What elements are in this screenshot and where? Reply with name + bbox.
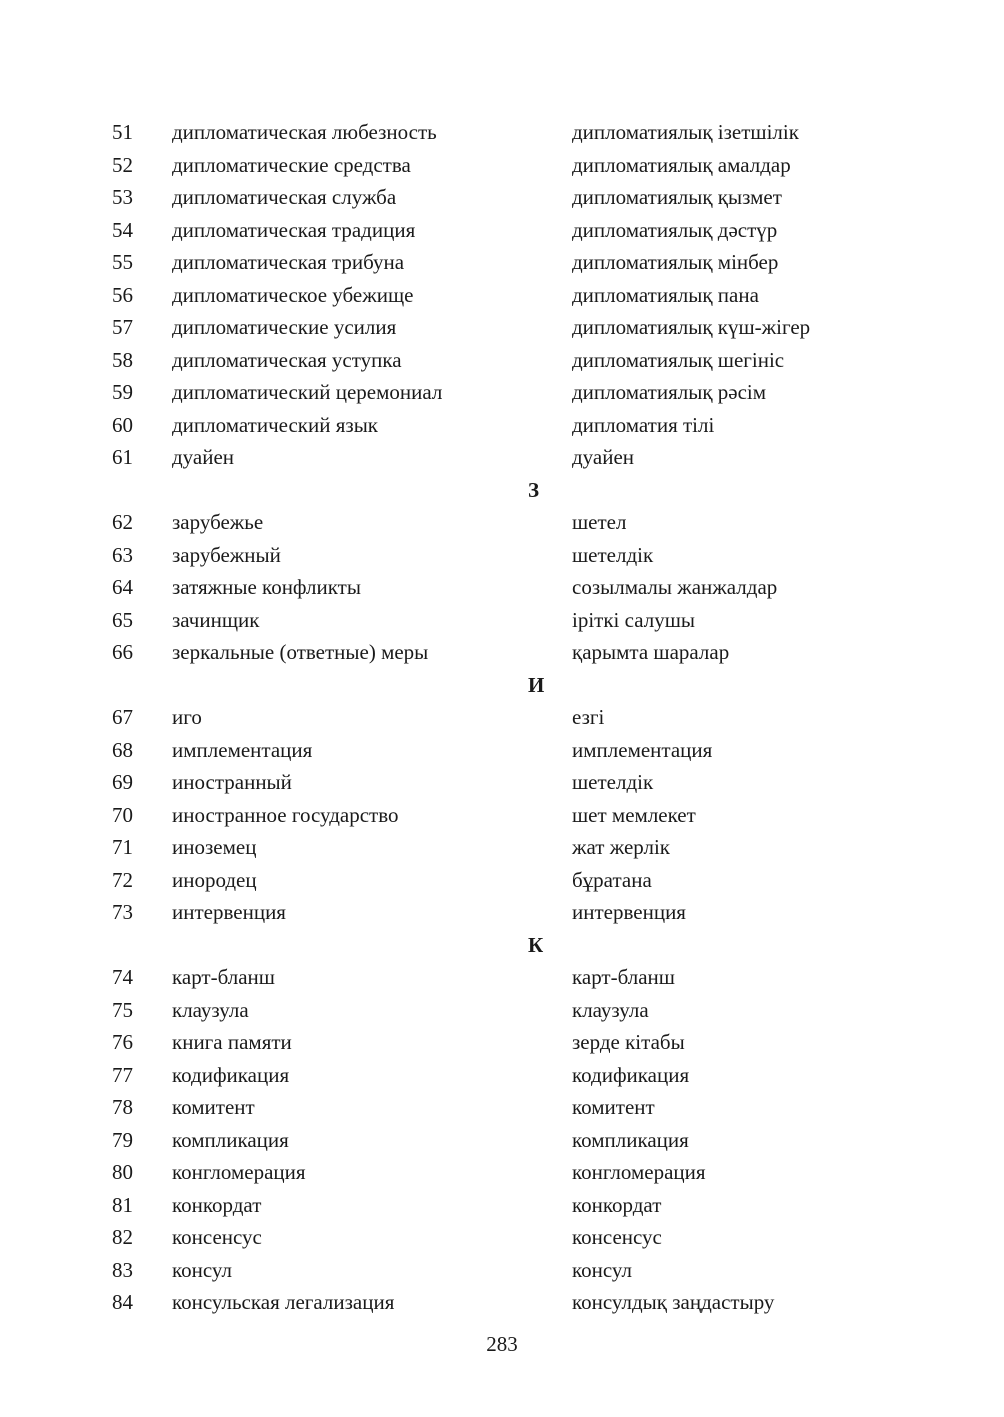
entry-russian-term: конгломерация [172,1160,306,1184]
glossary-entry [0,864,1004,897]
section-letter-text: З [528,477,540,502]
entry-number: 74 [112,965,133,989]
glossary-entry [0,116,1004,149]
glossary-entry [0,1189,1004,1222]
glossary-entry [0,896,1004,929]
entry-kazakh-term: дуайен [572,445,635,469]
entry-kazakh-term: конкордат [572,1192,662,1217]
entry-number: 64 [112,575,133,599]
glossary-entry [0,701,1004,734]
glossary-entry [0,181,1004,214]
glossary-entry [0,311,1004,344]
glossary-entry [0,571,1004,604]
entry-kazakh-term: дипломатиялық рәсім [572,380,767,404]
entry-russian-term: дипломатический церемониал [172,380,443,404]
glossary-entry [0,376,1004,409]
entry-number: 68 [112,737,133,762]
glossary-entry [0,766,1004,799]
entry-russian-term: комитент [172,1095,255,1119]
entry-russian-term: компликация [172,1127,289,1152]
glossary-entry [0,279,1004,312]
entry-kazakh-term: дипломатиялық мінбер [572,250,779,274]
glossary-entry [0,1026,1004,1059]
glossary-entry [0,1091,1004,1124]
entry-kazakh-term: іріткі салушы [572,607,695,632]
entry-number: 82 [112,1225,133,1249]
glossary-entry [0,961,1004,994]
entry-russian-term: дипломатическая служба [172,185,397,209]
glossary-entry [0,734,1004,767]
glossary-entry [0,149,1004,182]
entry-number: 81 [112,1192,133,1217]
entry-kazakh-term: имплементация [572,737,713,762]
entry-kazakh-term: клаузула [572,997,649,1022]
entry-number: 61 [112,445,133,469]
entry-number: 59 [112,380,133,404]
entry-number: 67 [112,705,133,729]
entry-russian-term: имплементация [172,737,313,762]
entry-number: 80 [112,1160,133,1184]
entry-number: 53 [112,185,133,209]
entry-kazakh-term: консенсус [572,1225,662,1249]
entry-kazakh-term: дипломатиялық амалдар [572,152,791,177]
entry-number: 60 [112,412,133,437]
entry-russian-term: карт-бланш [172,965,275,989]
entry-number: 58 [112,347,133,372]
entry-kazakh-term: қарымта шаралар [572,640,730,664]
entry-russian-term: интервенция [172,900,286,924]
entry-kazakh-term: конгломерация [572,1160,706,1184]
entry-number: 62 [112,510,133,534]
glossary-entry [0,604,1004,637]
entry-number: 57 [112,315,133,339]
entry-russian-term: зеркальные (ответные) меры [172,640,429,664]
page-number: 283 [486,1332,518,1356]
glossary-entry [0,1124,1004,1157]
glossary-entry [0,506,1004,539]
glossary-entry [0,214,1004,247]
entry-number: 66 [112,640,133,664]
section-letter [0,929,1004,962]
glossary-list [0,116,1004,1319]
entry-number: 84 [112,1290,133,1314]
entry-kazakh-term: интервенция [572,900,686,924]
entry-kazakh-term: кодификация [572,1062,690,1087]
glossary-entry [0,1059,1004,1092]
entry-russian-term: затяжные конфликты [172,575,361,599]
entry-number: 63 [112,542,133,567]
entry-russian-term: консул [172,1257,232,1282]
entry-russian-term: дипломатическая уступка [172,347,402,372]
entry-russian-term: зарубежье [172,510,264,534]
entry-number: 75 [112,997,133,1022]
glossary-entry [0,441,1004,474]
entry-number: 78 [112,1095,133,1119]
glossary-entry [0,636,1004,669]
glossary-entry [0,1286,1004,1319]
entry-number: 71 [112,835,133,859]
entry-number: 52 [112,152,133,177]
entry-kazakh-term: созылмалы жанжалдар [572,575,778,599]
entry-russian-term: кодификация [172,1062,290,1087]
entry-number: 54 [112,217,133,242]
entry-number: 56 [112,282,133,307]
glossary-entry [0,831,1004,864]
entry-number: 77 [112,1062,133,1087]
entry-russian-term: дипломатические усилия [172,315,397,339]
entry-kazakh-term: шетелдік [572,770,654,794]
entry-russian-term: дипломатическая традиция [172,217,416,242]
entry-number: 79 [112,1127,133,1152]
entry-russian-term: клаузула [172,997,249,1022]
entry-russian-term: конкордат [172,1192,262,1217]
entry-russian-term: дипломатическое убежище [172,282,414,307]
section-letter [0,474,1004,507]
entry-russian-term: дипломатические средства [172,152,411,177]
entry-number: 51 [112,120,133,144]
entry-kazakh-term: шетел [572,510,627,534]
glossary-entry [0,1221,1004,1254]
entry-russian-term: книга памяти [172,1030,292,1054]
entry-russian-term: иго [172,705,202,729]
entry-russian-term: консульская легализация [172,1290,395,1314]
entry-kazakh-term: дипломатиялық ізетшілік [572,120,799,144]
entry-number: 69 [112,770,133,794]
entry-number: 55 [112,250,133,274]
entry-kazakh-term: дипломатиялық пана [572,282,759,307]
entry-russian-term: иностранное государство [172,802,399,827]
entry-kazakh-term: комитент [572,1095,655,1119]
entry-kazakh-term: дипломатиялық шегініс [572,347,785,372]
entry-number: 76 [112,1030,133,1054]
glossary-entry [0,1254,1004,1287]
entry-russian-term: зачинщик [172,607,260,632]
section-letter [0,669,1004,702]
entry-kazakh-term: езгі [572,705,605,729]
entry-kazakh-term: шет мемлекет [572,802,696,827]
entry-russian-term: дипломатический язык [172,412,379,437]
entry-russian-term: иноземец [172,835,257,859]
entry-russian-term: инородец [172,867,257,892]
entry-russian-term: иностранный [172,770,292,794]
glossary-entry [0,799,1004,832]
entry-kazakh-term: дипломатиялық күш-жігер [572,315,811,339]
entry-kazakh-term: зерде кітабы [572,1030,685,1054]
glossary-entry [0,994,1004,1027]
entry-kazakh-term: дипломатиялық қызмет [572,185,782,209]
section-letter-text: И [528,672,545,697]
entry-kazakh-term: бұратана [572,867,652,892]
entry-kazakh-term: дипломатиялық дәстүр [572,217,778,242]
entry-russian-term: дипломатическая любезность [172,120,437,144]
entry-russian-term: дипломатическая трибуна [172,250,405,274]
entry-number: 65 [112,607,133,632]
glossary-entry [0,344,1004,377]
section-letter-text: К [528,932,544,957]
entry-kazakh-term: дипломатия тілі [572,412,715,437]
entry-kazakh-term: консулдық заңдастыру [572,1290,775,1314]
entry-russian-term: зарубежный [172,542,281,567]
glossary-entry [0,246,1004,279]
entry-kazakh-term: жат жерлік [572,835,671,859]
entry-kazakh-term: консул [572,1257,632,1282]
entry-russian-term: консенсус [172,1225,262,1249]
entry-kazakh-term: шетелдік [572,542,654,567]
entry-number: 72 [112,867,133,892]
entry-kazakh-term: карт-бланш [572,965,675,989]
entry-number: 70 [112,802,133,827]
entry-number: 83 [112,1257,133,1282]
glossary-entry [0,539,1004,572]
glossary-entry [0,1156,1004,1189]
entry-kazakh-term: компликация [572,1127,689,1152]
entry-russian-term: дуайен [172,445,235,469]
entry-number: 73 [112,900,133,924]
glossary-entry [0,409,1004,442]
